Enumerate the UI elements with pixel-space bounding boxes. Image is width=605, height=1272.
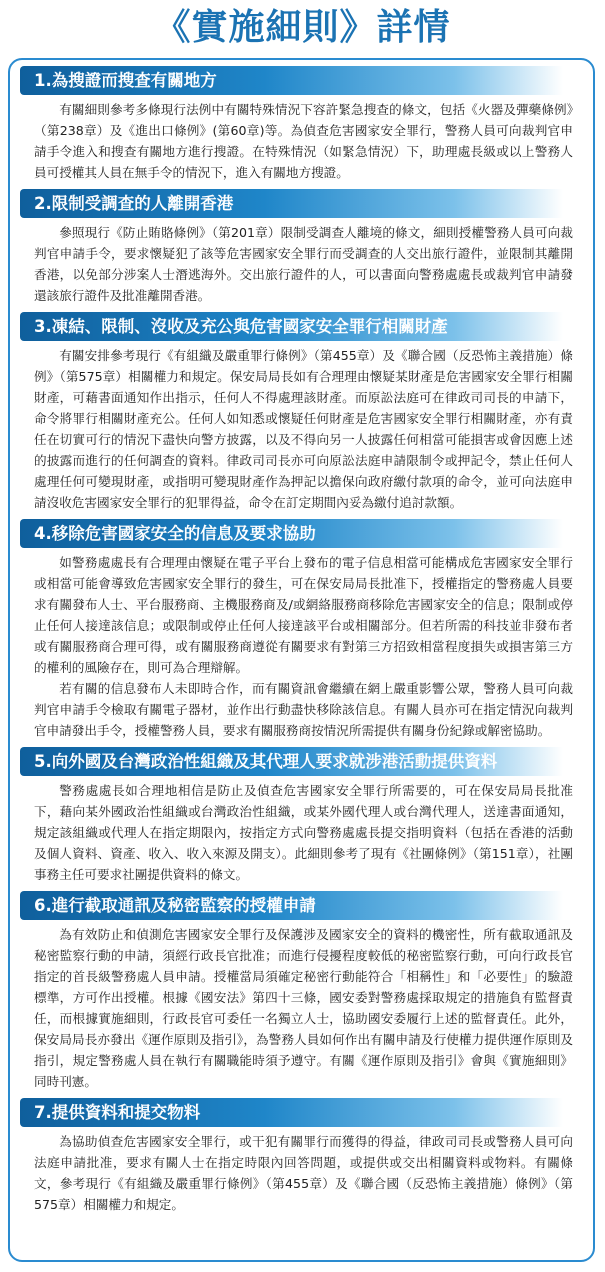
section-paragraph: 為協助偵查危害國家安全罪行，或干犯有關罪行而獲得的得益，律政司司長或警務人員可向法庭申請批准，要求有關人士在指定時限內回答問題，或提供或交出相關資料或物料。有關條文，參考現行《有組織及嚴重罪行條例》（第455章）及《聯合國（反恐怖主義措施）條例》（第575章）相關權力和規定。	[34, 1134, 573, 1212]
section-1	[10, 66, 593, 183]
section-body	[34, 780, 573, 885]
section-7	[10, 1098, 593, 1215]
section-5	[10, 747, 593, 885]
section-body	[34, 99, 573, 183]
section-2	[10, 189, 593, 306]
section-paragraph: 有關安排參考現行《有組織及嚴重罪行條例》（第455章）及《聯合國（反恐怖主義措施）條例》（第575章）相關權力和規定。保安局局長如有合理理由懷疑某財產是危害國家安全罪行相關財產，可藉書面通知作出指示，任何人不得處理該財產。而原訟法庭可在律政司司長的申請下，命令將罪行相關財產充公。任何人如知悉或懷疑任何財產是危害國家安全罪行相關財產，亦有責任在切實可行的情況下盡快向警方披露，以及不得向另一人披露任何相當可能損害或會因應上述的披露而進行的任何調查的資料。律政司司長亦可向原訟法庭申請限制令或押記令，禁止任何人處理任何可變現財產，或指明可變現財產作為押記以擔保向政府繳付款項的命令，並可向法庭申請沒收危害國家安全罪行的犯罪得益，命令在訂定期間內妥為繳付追討款額。	[34, 348, 573, 510]
section-heading: 5.向外國及台灣政治性組織及其代理人要求就涉港活動提供資料	[20, 747, 563, 776]
section-body	[34, 345, 573, 513]
section-heading: 1.為搜證而搜查有關地方	[20, 66, 563, 95]
page-title: 《實施細則》詳情	[154, 6, 451, 48]
section-body	[34, 924, 573, 1092]
section-heading: 4.移除危害國家安全的信息及要求協助	[20, 519, 563, 548]
section-heading: 3.凍結、限制、沒收及充公與危害國家安全罪行相關財產	[20, 312, 563, 341]
section-body	[34, 1131, 573, 1215]
section-body	[34, 222, 573, 306]
section-paragraph: 有關細則參考多條現行法例中有關特殊情況下容許緊急搜查的條文，包括《火器及彈藥條例》（第238章）及《進出口條例》(第60章)等。為偵查危害國家安全罪行，警務人員可向裁判官申請手令進入和搜查有關地方進行搜證。在特殊情況（如緊急情況）下，助理處長級或以上警務人員可授權其人員在無手令的情況下，進入有關地方搜證。	[34, 102, 573, 180]
section-heading: 7.提供資料和提交物料	[20, 1098, 563, 1127]
section-paragraph: 為有效防止和偵測危害國家安全罪行及保護涉及國家安全的資料的機密性，所有截取通訊及秘密監察行動的申請，須經行政長官批准；而進行侵擾程度較低的秘密監察行動，可向行政長官指定的首長級警務處人員申請。授權當局須確定秘密行動能符合「相稱性」和「必要性」的驗證標準，方可作出授權。根據《國安法》第四十三條，國安委對警務處採取規定的措施負有監督責任，而根據實施細則，行政長官可委任一名獨立人士，協助國安委履行上述的監督責任。此外，保安局局長亦發出《運作原則及指引》，為警務人員如何作出有關申請及行使權力提供運作原則及指引，規定警務處人員在執行有關職能時須予遵守。有關《運作原則及指引》會與《實施細則》同時刊憲。	[34, 927, 573, 1089]
section-paragraph: 參照現行《防止賄賂條例》（第201章）限制受調查人離境的條文，細則授權警務人員可向裁判官申請手令，要求懷疑犯了該等危害國家安全罪行而受調查的人交出旅行證件，並限制其離開香港，以免部分涉案人士潛逃海外。交出旅行證件的人，可以書面向警務處處長或裁判官申請發還該旅行證件及批准離開香港。	[34, 225, 573, 303]
section-paragraph: 如警務處處長有合理理由懷疑在電子平台上發布的電子信息相當可能構成危害國家安全罪行或相當可能會導致危害國家安全罪行的發生，可在保安局局長批准下，授權指定的警務處人員要求有關發布人士、平台服務商、主機服務商及/或網絡服務商移除危害國家安全的信息；限制或停止任何人接達該信息；或限制或停止任何人接達該平台或相關部分。但若所需的科技並非發布者或有關服務商合理可得，或有關服務商遵從有關要求有對第三方招致相當程度損失或損害第三方的權利的風險存在，則可為合理辯解。	[34, 555, 573, 675]
content-frame	[8, 58, 595, 1262]
section-heading: 2.限制受調查的人離開香港	[20, 189, 563, 218]
section-3	[10, 312, 593, 513]
section-paragraph: 若有關的信息發布人未即時合作，而有關資訊會繼續在網上嚴重影響公眾，警務人員可向裁判官申請手令檢取有關電子器材，並作出行動盡快移除該信息。有關人員亦可在指定情況向裁判官申請發出手令，授權警務人員，要求有關服務商按情況所需提供有關身份紀錄或解密協助。	[34, 681, 573, 738]
section-paragraph: 警務處處長如合理地相信是防止及偵查危害國家安全罪行所需要的，可在保安局局長批准下，藉向某外國政治性組織或台灣政治性組織，或某外國代理人或台灣代理人，送達書面通知，規定該組織或代理人在指定期限內，按指定方式向警務處處長提交指明資料（包括在香港的活動及個人資料、資產、收入、收入來源及開支）。此細則參考了現有《社團條例》（第151章），社團事務主任可要求社團提供資料的條文。	[34, 783, 573, 882]
section-4	[10, 519, 593, 741]
section-heading: 6.進行截取通訊及秘密監察的授權申請	[20, 891, 563, 920]
section-body	[34, 552, 573, 741]
section-6	[10, 891, 593, 1092]
